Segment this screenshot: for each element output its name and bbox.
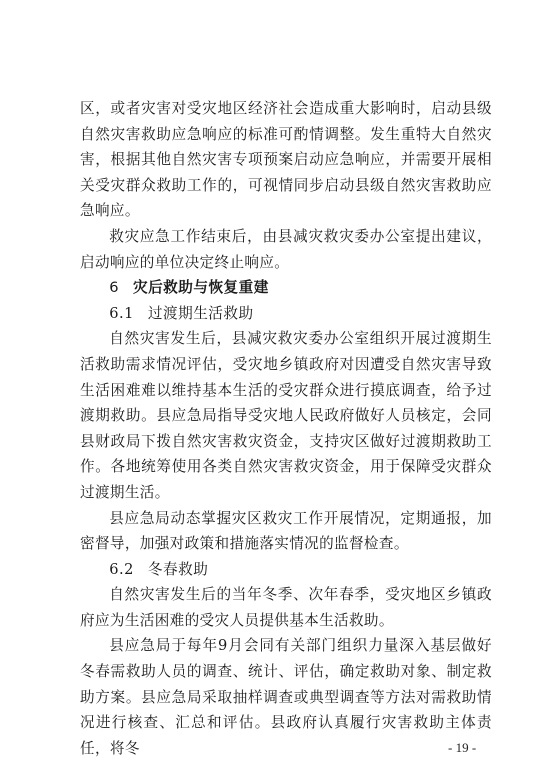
subsection-title: 冬春救助 [147,560,209,578]
document-body [80,96,492,761]
section-title: 灾后救助与恢复重建 [132,279,269,297]
paragraph-september-survey: 县应急局于每年9月会同有关部门组织力量深入基层做好冬春需救助人员的调查、统计、评估，确定救助对象、制定救助方案。县应急局采取抽样调查或典型调查等方法对需救助情况进行核查、汇总和评估。县政府认真履行灾害救助主体责任，将冬 [80,637,492,757]
section-heading-6 [80,275,492,301]
subsection-number: 6.2 [109,560,134,578]
paragraph-supervision: 县应急局动态掌握灾区救灾工作开展情况，定期通报，加密督导，加强对政策和措施落实情况的监督检查。 [80,509,492,553]
paragraph-emergency-response-standard: 区，或者灾害对受灾地区经济社会造成重大影响时，启动县级自然灾害救助应急响应的标准可酌情调整。发生重特大自然灾害，根据其他自然灾害专项预案启动应急响应，并需要开展相关受灾群众救助工作的，可视情同步启动县级自然灾害救助应急响应。 [80,100,492,220]
subsection-heading-6-2 [80,557,492,583]
paragraph-response-termination: 救灾应急工作结束后，由县减灾救灾委办公室提出建议，启动响应的单位决定终止响应。 [80,227,492,271]
subsection-heading-6-1 [80,301,492,327]
paragraph-transition-relief: 自然灾害发生后，县减灾救灾委办公室组织开展过渡期生活救助需求情况评估，受灾地乡镇政府对因遭受自然灾害导致生活困难难以维持基本生活的受灾群众进行摸底调查，给予过渡期救助。县应急局指导受灾地人民政府做好人员核定，会同县财政局下拨自然灾害救灾资金，支持灾区做好过渡期救助工作。各地统筹使用各类自然灾害救灾资金，用于保障受灾群众过渡期生活。 [80,330,492,501]
paragraph-winter-spring-relief: 自然灾害发生后的当年冬季、次年春季，受灾地区乡镇政府应为生活困难的受灾人员提供基本生活救助。 [80,586,492,629]
section-number: 6 [109,279,119,297]
subsection-title: 过渡期生活救助 [147,304,254,322]
subsection-number: 6.1 [109,304,134,322]
page-number: - 19 - [448,740,477,755]
